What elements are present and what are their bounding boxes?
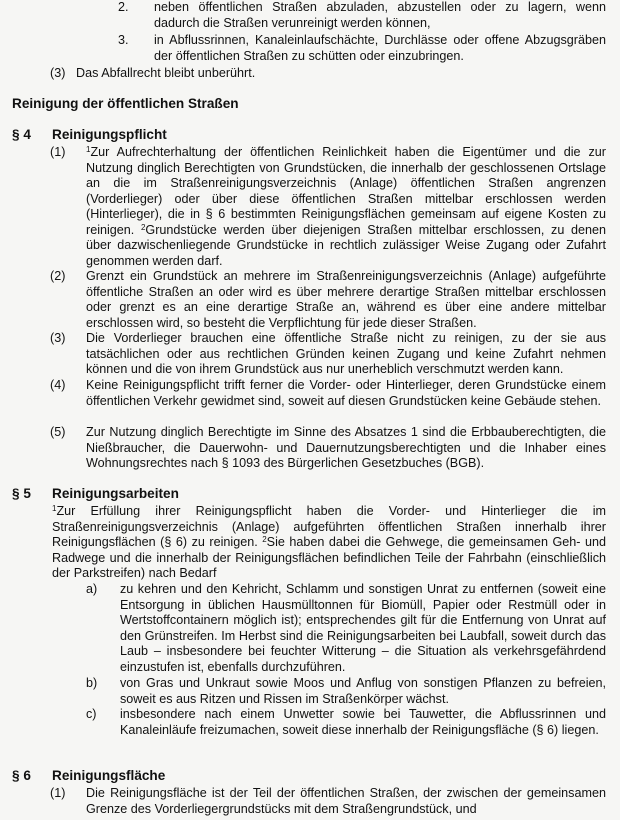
section-number: § 5 [12,486,31,501]
item-number: 2. [118,0,129,14]
paragraph-text: Grenzt ein Grundstück an mehrere im Straßenreinigungsverzeichnis (Anlage) aufgeführte öffentliche Straßen an oder wird es über mehrere derartige Straßen mittelbar erschlossen oder grenzt es an eine derartige Straße an, während es über eine andere mittelbar erschlossen wird, so besteht die Verpflichtung für jede dieser Straßen. [86,269,606,330]
section-title: Reinigungsfläche [52,768,166,783]
item-number: 3. [118,33,129,47]
section-number: § 6 [12,768,31,783]
paragraph-text [52,504,606,582]
section-6-title [12,768,165,784]
sentence-text: Zur Aufrechterhaltung der öffentlichen Reinlichkeit haben die Eigentümer und die zur Nutzung dinglich Berechtigten von Grundstücken, die innerhalb der geschlossenen Ortslage an die im Straßenreinigungsverzeichnis (Anlage) öffentlichen Straßen angrenzen (Vorderlieger) oder über diese öffentlichen Straßen mittelbar erschlossen werden (Hinterlieger), die in § 6 bestimmten Reinigungsflächen gemeinsam auf eigene Kosten zu reinigen. [86,145,606,237]
paragraph-text: Das Abfallrecht bleibt unberührt. [76,66,256,80]
section-title: Reinigungsarbeiten [52,486,179,501]
list-item [118,0,606,31]
sentence-text: Sie haben dabei die Gehwege, die gemeinsamen Geh- und Radwege und die innerhalb der Reinigungsflächen befindlichen Teile der Fahrbahn (einschließlich der Parkstreifen) nach Bedarf [52,535,606,580]
list-item [86,707,606,738]
paragraph [50,269,606,331]
paragraph [50,425,606,472]
section-5-title [12,486,179,502]
paragraph-text: Keine Reinigungspflicht trifft ferner die Vorder- oder Hinterlieger, deren Grundstücke einem öffentlichen Verkehr gewidmet sind, soweit auf diesen Grundstücken keine Gebäude stehen. [86,378,606,408]
paragraph-number: (1) [50,786,66,800]
item-letter: a) [86,582,98,596]
sentence-number: 1 [52,504,57,513]
item-text: in Abflussrinnen, Kanaleinlaufschächte, Durchlässe oder offene Abzugsgräben der öffentlichen Straßen zu schütten oder einzubringen. [154,33,606,63]
paragraph-text: Zur Nutzung dinglich Berechtigte im Sinne des Absatzes 1 sind die Erbbauberechtigten, die Nießbraucher, die Dauerwohn- und Dauernutzungsberechtigten und die Inhaber eines Wohnungsrechtes nach § 1093 des Bürgerlichen Gesetzbuches (BGB). [86,425,606,470]
paragraph-text: Die Vorderlieger brauchen eine öffentliche Straße nicht zu reinigen, zu der sie aus tatsächlichen oder aus rechtlichen Gründen keinen Zugang und keine Zufahrt nehmen können und die von ihrem Grundstück aus nur unerheblich verschmutzt werden kann. [86,331,606,376]
paragraph [50,66,606,82]
paragraph-number: (1) [50,145,66,159]
item-text: insbesondere nach einem Unwetter sowie bei Tauwetter, die Abflussrinnen und Kanaleinläufe freizumachen, soweit diese innerhalb der Reinigungsfläche (§ 6) liegen. [120,707,606,737]
section-number: § 4 [12,127,31,142]
sentence-number: 2 [140,222,146,232]
paragraph-number: (4) [50,378,66,392]
item-text: von Gras und Unkraut sowie Moos und Anflug von sonstigen Pflanzen zu befreien, soweit es aus Ritzen und Rissen im Straßenkörper wächst. [120,676,606,706]
list-item [86,582,606,675]
paragraph [50,331,606,378]
paragraph-number: (2) [50,269,66,283]
section-title: Reinigungspflicht [52,127,167,142]
list-item [86,676,606,707]
paragraph [50,786,606,817]
section-4-title [12,127,167,143]
section-heading: Reinigung der öffentlichen Straßen [12,96,239,111]
sentence-number: 1 [86,145,91,154]
paragraph-number: (3) [50,66,66,80]
paragraph-number: (3) [50,331,66,345]
paragraph-number: (5) [50,425,66,439]
item-letter: b) [86,676,98,690]
paragraph-text [86,145,606,269]
paragraph-text: Die Reinigungsfläche ist der Teil der öffentlichen Straßen, der zwischen der gemeinsamen Grenze des Vorderliegergrundstücks mit dem Straßengrundstück, und [86,786,606,816]
paragraph [52,504,606,582]
paragraph [50,378,606,409]
item-letter: c) [86,707,97,721]
paragraph [50,145,606,269]
item-text: zu kehren und den Kehricht, Schlamm und sonstigen Unrat zu entfernen (soweit eine Entsorgung in üblichen Hausmülltonnen für Biomüll, Papier oder Restmüll oder in Wertstoffcontainern möglich ist); entsprechendes gilt für die Entfernung von Unrat auf den Grünstreifen. Im Herbst sind die Reinigungsarbeiten bei Laubfall, soweit durch das Laub – insbesondere bei feuchter Witterung – die Situation als verkehrsgefährdend einzustufen ist, ebenfalls durchzuführen. [120,582,606,674]
item-text: neben öffentlichen Straßen abzuladen, abzustellen oder zu lagern, wenn dadurch die Straßen verunreinigt werden können, [154,0,606,30]
list-item [118,33,606,64]
sentence-text: Grundstücke werden über diejenigen Straßen mittelbar erschlossen, zu denen über dazwischenliegende Grundstücke in rechtlich zulässiger Weise Zugang oder Zufahrt genommen werden darf. [86,222,606,268]
sentence-number: 2 [262,535,267,544]
sentence-text: Zur Erfüllung ihrer Reinigungspflicht haben die Vorder- und Hinterlieger die im Straßenreinigungsverzeichnis (Anlage) aufgeführten öffentlichen Straßen innerhalb ihrer Reinigungsflächen (§ 6) zu reinigen. [52,504,606,549]
